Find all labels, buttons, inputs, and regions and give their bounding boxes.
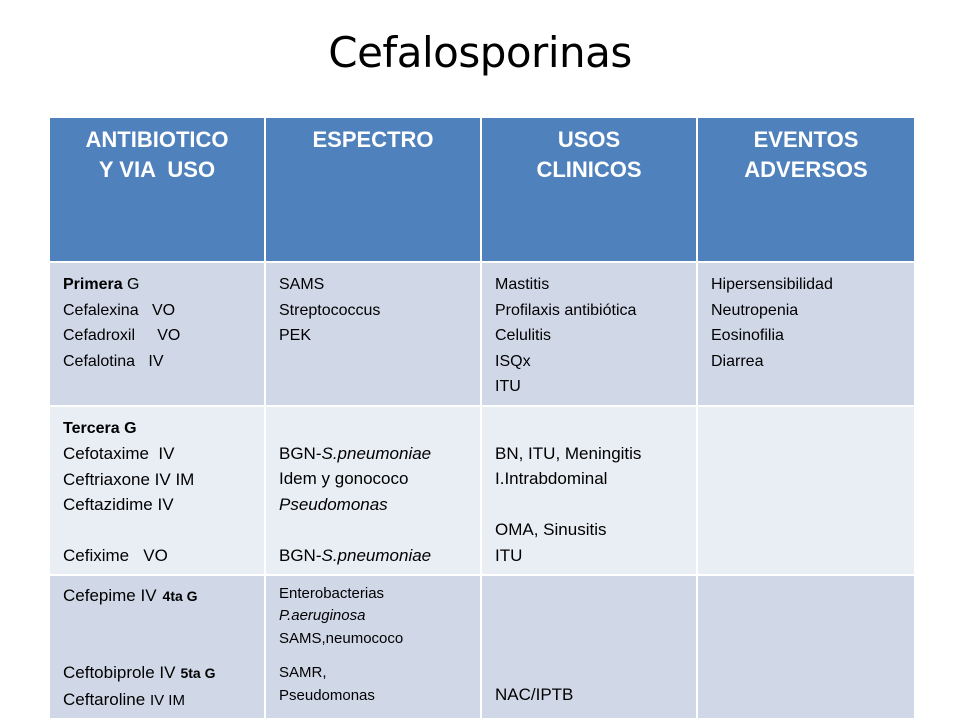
header-uses-line1: USOS bbox=[557, 127, 621, 152]
cell-antibiotic bbox=[49, 406, 265, 575]
use-item: BN, ITU, Meningitis bbox=[495, 443, 642, 463]
header-adverse-line2: ADVERSOS bbox=[744, 157, 868, 182]
antibiotic-item: Ceftriaxone IV IM bbox=[63, 469, 195, 489]
antibiotic-item: Cefotaxime IV bbox=[63, 444, 175, 463]
cell-adverse-events bbox=[697, 262, 915, 406]
use-item: I.Intrabdominal bbox=[495, 469, 608, 488]
header-adverse-events bbox=[697, 117, 915, 262]
spectrum-item: Pseudomonas bbox=[279, 494, 388, 514]
spacer bbox=[63, 635, 251, 661]
spectrum-item: Streptococcus bbox=[279, 301, 381, 319]
spectrum-item: SAMS bbox=[279, 276, 325, 293]
header-spectrum-label: ESPECTRO bbox=[312, 127, 434, 152]
use-item: ITU bbox=[495, 378, 521, 395]
cephalosporin-table bbox=[48, 116, 916, 720]
cell-clinical-uses bbox=[481, 575, 697, 720]
spacer bbox=[63, 518, 251, 544]
header-antibiotic-line1: ANTIBIOTICO bbox=[85, 127, 229, 152]
cell-clinical-uses bbox=[481, 406, 697, 575]
use-item: ITU bbox=[495, 545, 523, 565]
adverse-empty bbox=[699, 408, 913, 420]
spectrum-item: SAMS,neumococo bbox=[279, 629, 404, 647]
spacer bbox=[63, 609, 251, 635]
cell-adverse-events bbox=[697, 575, 915, 720]
adverse-item: Neutropenia bbox=[711, 301, 799, 319]
generation-badge: 4ta G bbox=[162, 587, 198, 604]
adverse-empty bbox=[699, 577, 913, 589]
cell-clinical-uses bbox=[481, 262, 697, 406]
table-row bbox=[49, 262, 915, 406]
spectrum-item: BGN-S.pneumoniae bbox=[279, 545, 432, 565]
antibiotic-item: Cefixime VO bbox=[63, 546, 168, 565]
spectrum-item: PEK bbox=[279, 327, 312, 344]
use-item: ISQx bbox=[495, 352, 531, 370]
cell-spectrum bbox=[265, 406, 481, 575]
spectrum-item: P.aeruginosa bbox=[279, 607, 366, 624]
use-item: Profilaxis antibiótica bbox=[495, 301, 637, 319]
spacer bbox=[279, 650, 467, 662]
adverse-item: Diarrea bbox=[711, 352, 764, 370]
use-item: OMA, Sinusitis bbox=[495, 520, 607, 539]
cell-spectrum bbox=[265, 262, 481, 406]
slide-title: Cefalosporinas bbox=[328, 28, 632, 77]
spectrum-item: SAMR, bbox=[279, 664, 327, 681]
header-clinical-uses bbox=[481, 117, 697, 262]
antibiotic-item: Cefalexina VO bbox=[63, 301, 176, 319]
header-adverse-line1: EVENTOS bbox=[753, 127, 859, 152]
antibiotic-item: Cefepime IV 4ta G bbox=[63, 585, 198, 605]
use-item: Celulitis bbox=[495, 327, 552, 344]
antibiotic-item: Ceftaroline IV IM bbox=[63, 689, 185, 709]
adverse-item: Hipersensibilidad bbox=[711, 276, 833, 293]
generation-badge: 5ta G bbox=[180, 665, 216, 681]
antibiotic-item: Cefadroxil VO bbox=[63, 327, 181, 344]
antibiotic-item: Ceftazidime IV bbox=[63, 495, 174, 514]
cell-antibiotic bbox=[49, 575, 265, 720]
header-antibiotic bbox=[49, 117, 265, 262]
header-antibiotic-line2: Y VIA USO bbox=[98, 157, 216, 182]
generation-label: Primera G bbox=[63, 276, 140, 293]
spectrum-item: BGN-S.pneumoniae bbox=[279, 443, 432, 463]
use-item: Mastitis bbox=[495, 276, 550, 293]
table-row bbox=[49, 575, 915, 720]
spectrum-item: Enterobacterias bbox=[279, 584, 385, 602]
spectrum-item: Idem y gonococo bbox=[279, 469, 409, 488]
use-item: NAC/IPTB bbox=[495, 684, 574, 704]
spacer bbox=[279, 517, 467, 543]
spacer bbox=[495, 492, 683, 518]
antibiotic-item: Cefalotina IV bbox=[63, 352, 164, 370]
header-spectrum bbox=[265, 117, 481, 262]
antibiotic-item: Ceftobiprole IV 5ta G bbox=[63, 663, 216, 682]
cell-spectrum bbox=[265, 575, 481, 720]
spectrum-item: Pseudomonas bbox=[279, 686, 375, 704]
table-header-row bbox=[49, 117, 915, 262]
table-row bbox=[49, 406, 915, 575]
header-uses-line2: CLINICOS bbox=[536, 157, 642, 182]
cell-adverse-events bbox=[697, 406, 915, 575]
cell-antibiotic bbox=[49, 262, 265, 406]
adverse-item: Eosinofilia bbox=[711, 327, 784, 344]
generation-label: Tercera G bbox=[63, 419, 137, 437]
